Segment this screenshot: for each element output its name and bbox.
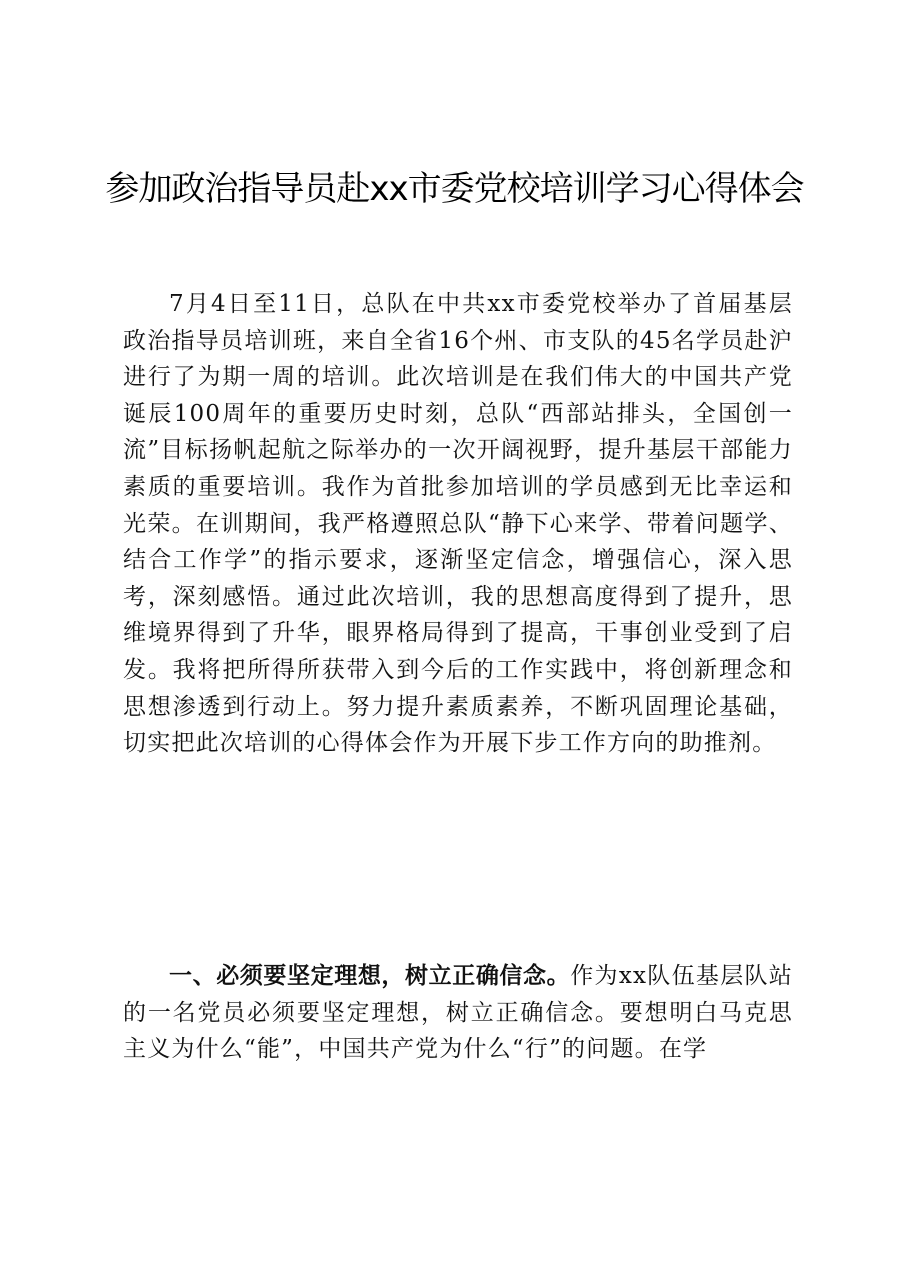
- intro-paragraph: 7月4日至11日，总队在中共xx市委党校举办了首届基层政治指导员培训班，来自全省16个州、市支队的45名学员赴沪进行了为期一周的培训。此次培训是在我们伟大的中国共产党诞辰100周年的重要历史时刻，总队“西部站排头，全国创一流”目标扬帆起航之际举办的一次开阔视野，提升基层干部能力素质的重要培训。我作为首批参加培训的学员感到无比幸运和光荣。在训期间，我严格遵照总队“静下心来学、带着问题学、结合工作学”的指示要求，逐渐坚定信念，增强信心，深入思考，深刻感悟。通过此次培训，我的思想高度得到了提升，思维境界得到了升华，眼界格局得到了提高，干事创业受到了启发。我将把所得所获带入到今后的工作实践中，将创新理念和思想渗透到行动上。努力提升素质素养，不断巩固理论基础，切实把此次培训的心得体会作为开展下步工作方向的助推剂。: [123, 291, 793, 757]
- section-1-text: 作为xx队伍基层队站的一名党员必须要坚定理想，树立正确信念。要想明白马克思主义为什么“能”，中国共产党为什么“行”的问题。在学: [123, 963, 793, 1063]
- document-title: 参加政治指导员赴xx市委党校培训学习心得体会: [105, 169, 804, 209]
- section-1-paragraph: [123, 958, 793, 1068]
- section-1-heading: 一、必须要坚定理想，树立正确信念。: [169, 963, 571, 989]
